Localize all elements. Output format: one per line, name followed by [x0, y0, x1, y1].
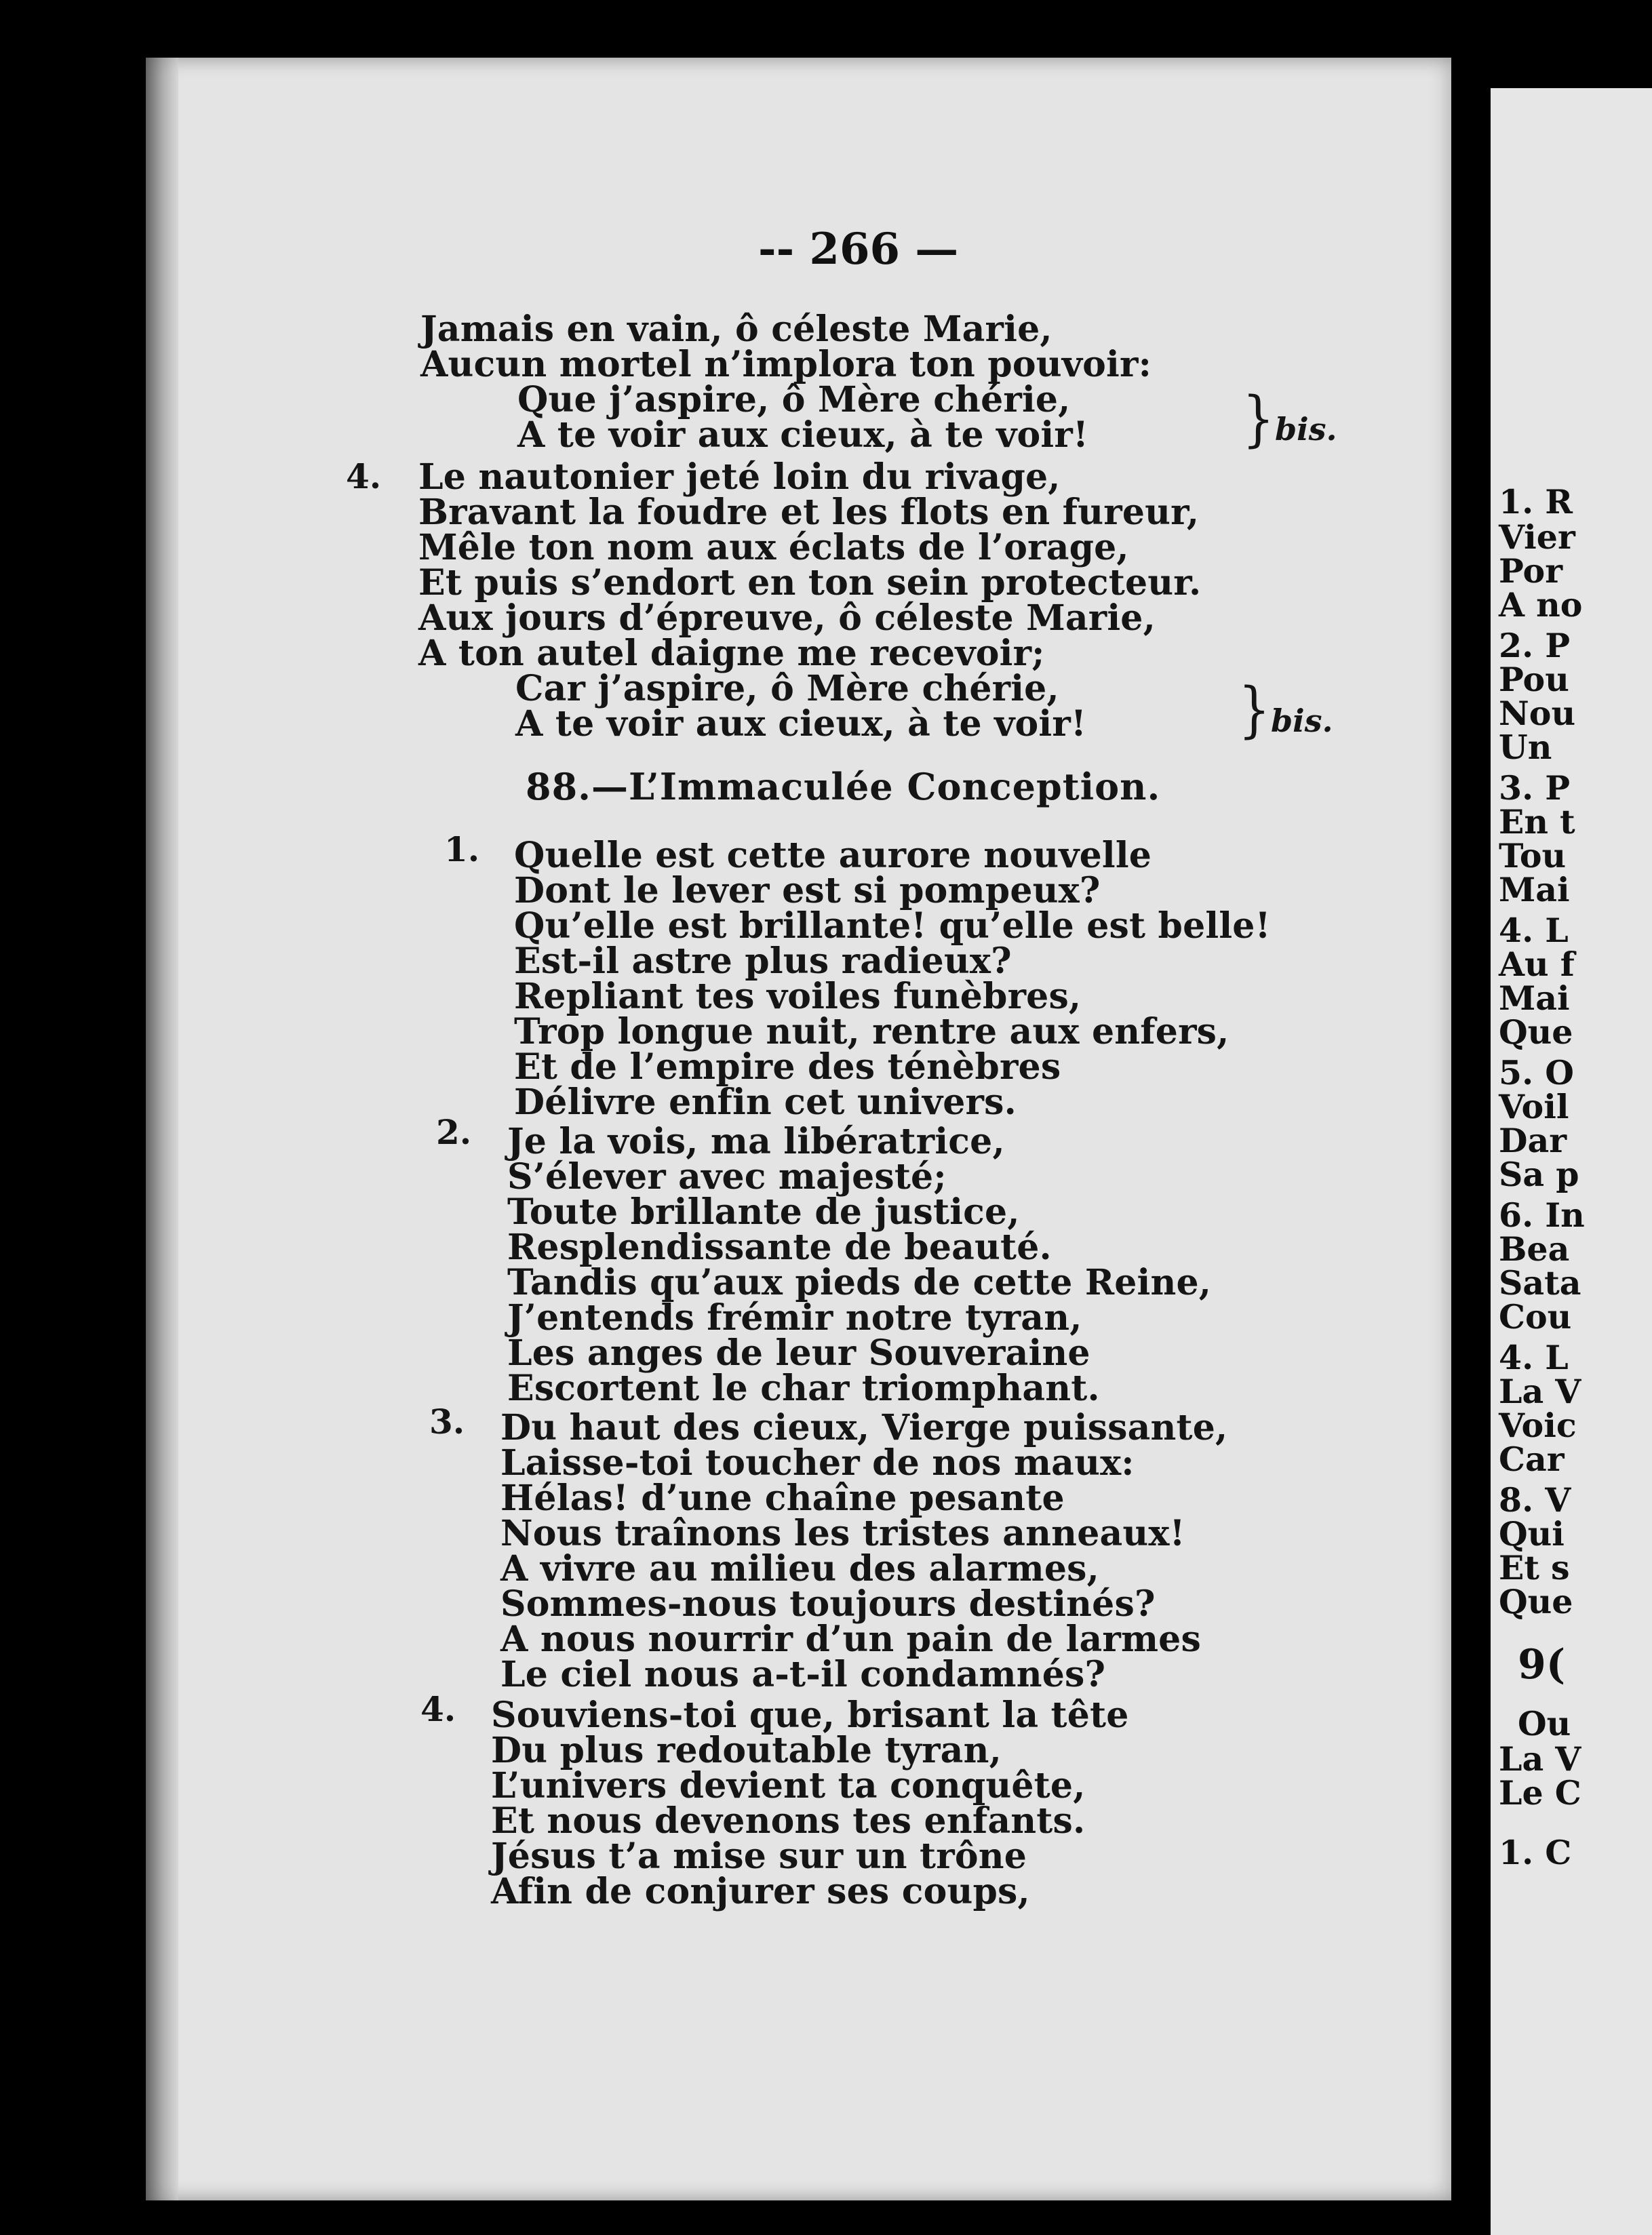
- right-page-fragment: Le C: [1499, 1773, 1581, 1813]
- book-page-right: [1491, 88, 1652, 2235]
- verse-line: Sommes-nous toujours destinés?: [500, 1583, 1156, 1625]
- verse-line: Le ciel nous a-t-il condamnés?: [500, 1654, 1106, 1695]
- verse-line: Que j’aspire, ô Mère chérie,: [517, 379, 1071, 420]
- right-page-fragment: 4. L: [1499, 1338, 1569, 1377]
- right-page-fragment: 1. R: [1499, 482, 1573, 521]
- verse-line: Mêle ton nom aux éclats de l’orage,: [418, 527, 1129, 568]
- verse-line: Qu’elle est brillante! qu’elle est belle!: [514, 905, 1271, 947]
- stanza-number: 4.: [346, 456, 382, 496]
- bis-label: bis.: [1275, 411, 1337, 448]
- right-page-fragment: La V: [1499, 1739, 1581, 1779]
- stanza-number: 1.: [444, 829, 480, 869]
- verse-line: J’entends frémir notre tyran,: [507, 1297, 1082, 1339]
- verse-line: Repliant tes voiles funèbres,: [514, 976, 1082, 1017]
- right-page-fragment: 2. P: [1499, 626, 1571, 665]
- verse-line: Hélas! d’une chaîne pesante: [500, 1478, 1065, 1519]
- right-page-fragment: Ou: [1518, 1704, 1571, 1743]
- right-page-fragment: Que: [1499, 1582, 1573, 1621]
- verse-line: Tandis qu’aux pieds de cette Reine,: [507, 1262, 1212, 1303]
- right-page-fragment: Un: [1499, 728, 1552, 767]
- verse-line: Délivre enfin cet univers.: [514, 1082, 1017, 1123]
- verse-line: Quelle est cette aurore nouvelle: [514, 835, 1152, 876]
- right-page-fragment: 9(: [1518, 1641, 1566, 1688]
- verse-line: A ton autel daigne me recevoir;: [418, 633, 1045, 674]
- verse-line: Nous traînons les tristes anneaux!: [500, 1513, 1185, 1554]
- right-page-fragment: A no: [1499, 585, 1583, 625]
- right-page-fragment: Qui: [1499, 1514, 1565, 1554]
- hymn-title: 88.—L’Immaculée Conception.: [526, 765, 1161, 808]
- right-page-fragment: Vier: [1499, 517, 1575, 557]
- brace-icon: }: [1242, 384, 1275, 454]
- verse-line: Et nous devenons tes enfants.: [491, 1800, 1086, 1842]
- verse-line: A nous nourrir d’un pain de larmes: [500, 1619, 1201, 1660]
- verse-line: Je la vois, ma libératrice,: [507, 1121, 1005, 1162]
- right-page-fragment: Voic: [1499, 1406, 1577, 1445]
- verse-line: Les anges de leur Souveraine: [507, 1332, 1090, 1374]
- right-page-fragment: En t: [1499, 802, 1575, 842]
- verse-line: Dont le lever est si pompeux?: [514, 870, 1101, 911]
- right-page-fragment: Cou: [1499, 1297, 1572, 1337]
- right-page-fragment: 8. V: [1499, 1480, 1571, 1520]
- verse-line: Jésus t’a mise sur un trône: [491, 1836, 1027, 1877]
- bis-label: bis.: [1271, 703, 1333, 739]
- verse-line: Toute brillante de justice,: [507, 1191, 1020, 1233]
- verse-line: L’univers devient ta conquête,: [491, 1765, 1086, 1806]
- right-page-fragment: 1. C: [1499, 1833, 1572, 1872]
- page-number: -- 266 —: [758, 224, 959, 275]
- right-page-fragment: 5. O: [1499, 1053, 1574, 1092]
- verse-line: Escortent le char triomphant.: [507, 1368, 1100, 1409]
- right-page-fragment: Pou: [1499, 660, 1569, 699]
- verse-line: Est-il astre plus radieux?: [514, 941, 1012, 982]
- verse-line: A te voir aux cieux, à te voir!: [517, 414, 1089, 456]
- right-page-fragment: Por: [1499, 551, 1563, 591]
- right-page-fragment: La V: [1499, 1372, 1581, 1411]
- verse-line: Bravant la foudre et les flots en fureur,: [418, 492, 1200, 533]
- right-page-fragment: 3. P: [1499, 768, 1571, 808]
- verse-line: A te voir aux cieux, à te voir!: [515, 703, 1087, 745]
- right-page-fragment: Tou: [1499, 836, 1567, 875]
- right-page-fragment: Sata: [1499, 1263, 1581, 1303]
- right-page-fragment: Bea: [1499, 1229, 1570, 1269]
- right-page-fragment: Dar: [1499, 1121, 1567, 1160]
- right-page-fragment: Nou: [1499, 694, 1576, 733]
- right-page-fragment: Mai: [1499, 870, 1570, 909]
- right-page-fragment: 6. In: [1499, 1195, 1585, 1235]
- verse-line: Aucun mortel n’implora ton pouvoir:: [420, 344, 1152, 385]
- stanza-number: 3.: [429, 1402, 465, 1442]
- right-page-fragment: Mai: [1499, 978, 1570, 1018]
- verse-line: Le nautonier jeté loin du rivage,: [418, 456, 1061, 498]
- verse-line: Souviens-toi que, brisant la tête: [491, 1695, 1129, 1736]
- right-page-fragment: Au f: [1499, 945, 1575, 984]
- verse-line: Et de l’empire des ténèbres: [514, 1046, 1061, 1088]
- right-page-fragment: Et s: [1499, 1548, 1570, 1587]
- verse-line: Afin de conjurer ses coups,: [491, 1871, 1030, 1912]
- verse-line: A vivre au milieu des alarmes,: [500, 1548, 1099, 1589]
- verse-line: Et puis s’endort en ton sein protecteur.: [418, 562, 1202, 604]
- verse-line: Resplendissante de beauté.: [507, 1227, 1052, 1268]
- verse-line: Trop longue nuit, rentre aux enfers,: [514, 1011, 1230, 1052]
- stanza-number: 4.: [420, 1689, 456, 1729]
- book-binding: [146, 58, 178, 2200]
- verse-line: Aux jours d’épreuve, ô céleste Marie,: [418, 597, 1156, 639]
- brace-icon: }: [1238, 675, 1271, 745]
- verse-line: Du haut des cieux, Vierge puissante,: [500, 1407, 1228, 1448]
- right-page-fragment: 4. L: [1499, 911, 1569, 950]
- stanza-number: 2.: [436, 1112, 472, 1152]
- verse-line: Laisse-toi toucher de nos maux:: [500, 1442, 1135, 1484]
- right-page-fragment: Car: [1499, 1440, 1565, 1479]
- verse-line: Du plus redoutable tyran,: [491, 1730, 1002, 1771]
- verse-line: S’élever avec majesté;: [507, 1156, 947, 1198]
- verse-line: Jamais en vain, ô céleste Marie,: [420, 309, 1053, 350]
- right-page-fragment: Voil: [1499, 1087, 1569, 1126]
- right-page-fragment: Que: [1499, 1012, 1573, 1052]
- right-page-fragment: Sa p: [1499, 1155, 1579, 1194]
- verse-line: Car j’aspire, ô Mère chérie,: [515, 668, 1059, 709]
